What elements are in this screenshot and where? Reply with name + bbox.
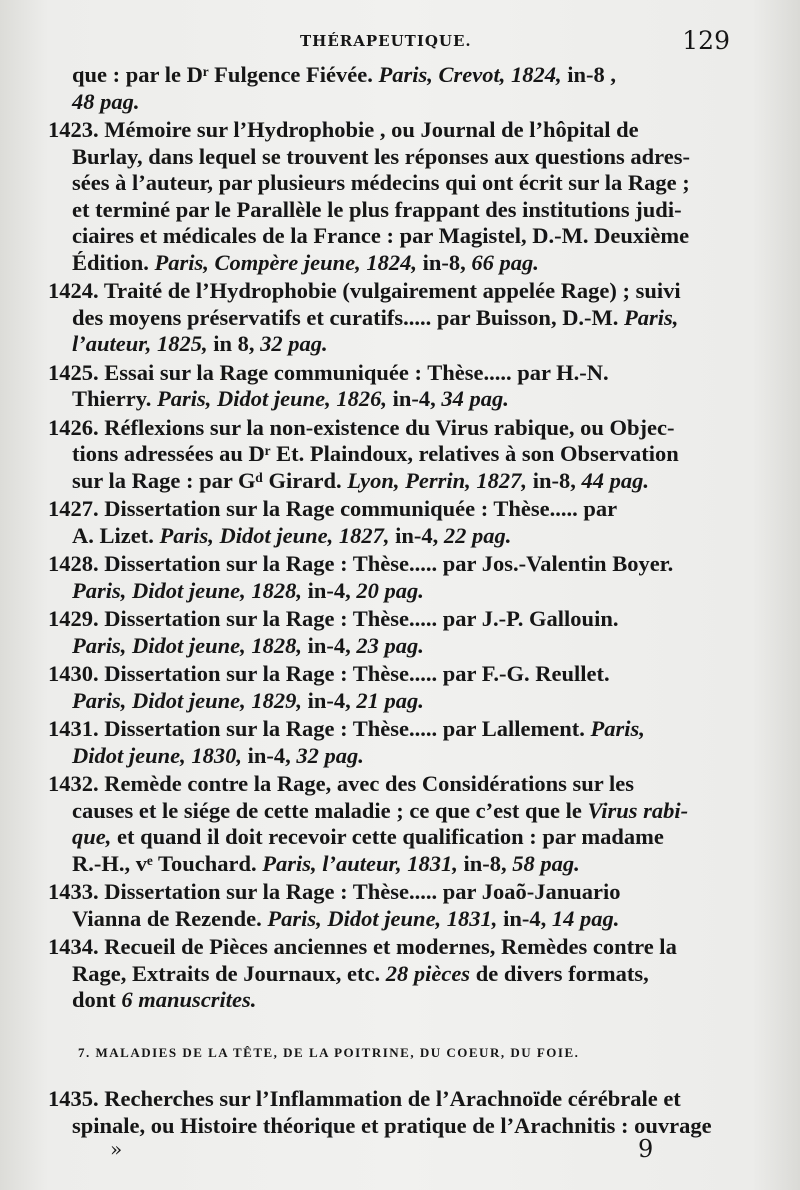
page-footer	[0, 1135, 800, 1165]
text-line: Édition. Paris, Compère jeune, 1824, in-8, 66 pag.	[72, 249, 539, 275]
text-line: Burlay, dans lequel se trouvent les réponses aux questions adres-	[72, 143, 690, 169]
signature-mark: »	[110, 1137, 123, 1161]
entry-number: 1431.	[48, 716, 99, 741]
text-line: sées à l’auteur, par plusieurs médecins qui ont écrit sur la Rage ;	[72, 170, 690, 195]
text-line: 1433. Dissertation sur la Rage : Thèse..... par Joaõ-Januario	[48, 879, 621, 904]
text-line: Paris, Didot jeune, 1828, in-4, 20 pag.	[72, 577, 424, 603]
entry-number: 1432.	[48, 771, 99, 796]
text-line: et terminé par le Parallèle le plus frappant des institutions judi-	[72, 196, 682, 222]
text-line: causes et le siége de cette maladie ; ce que c’est que le Virus rabi-	[72, 797, 689, 823]
text-line: A. Lizet. Paris, Didot jeune, 1827, in-4, 22 pag.	[72, 522, 512, 548]
text-line: Vianna de Rezende. Paris, Didot jeune, 1831, in-4, 14 pag.	[72, 905, 620, 931]
text-line: 1434. Recueil de Pièces anciennes et modernes, Remèdes contre la	[48, 934, 677, 959]
bibliography-entry	[48, 771, 738, 877]
running-head: THÉRAPEUTIQUE.	[300, 32, 472, 50]
text-line: Paris, Didot jeune, 1829, in-4, 21 pag.	[72, 687, 424, 713]
bibliography-entry	[48, 117, 738, 276]
text-line: Paris, Didot jeune, 1828, in-4, 23 pag.	[72, 632, 424, 658]
text-line: Thierry. Paris, Didot jeune, 1826, in-4, 34 pag.	[72, 386, 509, 411]
bibliography-entry	[48, 360, 738, 413]
text-line: 1427. Dissertation sur la Rage communiquée : Thèse..... par	[48, 496, 618, 521]
entry-number: 1433.	[48, 879, 99, 904]
text-line: dont 6 manuscrites.	[72, 987, 257, 1012]
text-line: tions adressées au Dʳ Et. Plaindoux, relatives à son Observation	[72, 441, 679, 466]
entry-number: 1435.	[48, 1086, 99, 1111]
bibliography-entry	[48, 661, 738, 714]
text-line: 1424. Traité de l’Hydrophobie (vulgairement appelée Rage) ; suivi	[48, 278, 681, 303]
text-line: 1435. Recherches sur l’Inflammation de l’Arachnoïde cérébrale et	[48, 1086, 681, 1111]
bibliography-entry	[48, 879, 738, 932]
bibliography-entry	[48, 716, 738, 769]
entry-number: 1423.	[48, 117, 99, 142]
entry-number: 1429.	[48, 606, 99, 631]
bibliography-entry	[48, 1086, 738, 1139]
gathering-number: 9	[638, 1135, 654, 1163]
section-heading: 7. MALADIES DE LA TÊTE, DE LA POITRINE, DU COEUR, DU FOIE.	[78, 1044, 580, 1060]
page-body	[48, 62, 738, 1141]
text-line: des moyens préservatifs et curatifs..... par Buisson, D.-M. Paris,	[72, 304, 679, 330]
bibliography-entry	[48, 496, 738, 549]
entry-number: 1434.	[48, 934, 99, 959]
text-line: 1432. Remède contre la Rage, avec des Considérations sur les	[48, 771, 634, 796]
text-line: Rage, Extraits de Journaux, etc. 28 pièces de divers formats,	[72, 960, 649, 986]
entry-number: 1426.	[48, 414, 99, 440]
text-line: que : par le Dʳ Fulgence Fiévée. Paris, Crevot, 1824, in-8 ,	[72, 62, 617, 87]
entry-number: 1424.	[48, 278, 99, 303]
text-line: 1429. Dissertation sur la Rage : Thèse..... par J.-P. Gallouin.	[48, 606, 619, 631]
page-header	[0, 26, 800, 66]
text-line: 1425. Essai sur la Rage communiquée : Thèse..... par H.-N.	[48, 359, 609, 385]
entry-number: 1427.	[48, 496, 99, 521]
continued-entry	[48, 62, 738, 115]
page-number: 129	[682, 26, 730, 55]
text-line: que, et quand il doit recevoir cette qualification : par madame	[72, 824, 664, 849]
entry-number: 1428.	[48, 551, 99, 576]
text-line: 1431. Dissertation sur la Rage : Thèse..... par Lallement. Paris,	[48, 716, 645, 741]
text-line: l’auteur, 1825, in 8, 32 pag.	[72, 331, 328, 356]
text-line: ciaires et médicales de la France : par Magistel, D.-M. Deuxième	[72, 223, 690, 248]
bibliography-entry	[48, 606, 738, 659]
text-line: 1423. Mémoire sur l’Hydrophobie , ou Journal de l’hôpital de	[48, 117, 639, 142]
text-line: sur la Rage : par Gᵈ Girard. Lyon, Perrin, 1827, in-8, 44 pag.	[72, 467, 649, 493]
entry-number: 1425.	[48, 359, 99, 385]
text-line: 1428. Dissertation sur la Rage : Thèse..... par Jos.-Valentin Boyer.	[48, 551, 674, 576]
text-line: 48 pag.	[72, 88, 140, 114]
text-line: 1430. Dissertation sur la Rage : Thèse..... par F.-G. Reullet.	[48, 661, 610, 686]
text-line: Didot jeune, 1830, in-4, 32 pag.	[72, 742, 364, 768]
bibliography-entry	[48, 278, 738, 358]
text-line: R.-H., vᵉ Touchard. Paris, l’auteur, 1831, in-8, 58 pag.	[72, 850, 580, 876]
bibliography-entry	[48, 551, 738, 604]
text-line: spinale, ou Histoire théorique et pratique de l’Arachnitis : ouvrage	[72, 1112, 712, 1138]
entry-number: 1430.	[48, 661, 99, 686]
bibliography-entry	[48, 415, 738, 495]
text-line: 1426. Réflexions sur la non-existence du Virus rabique, ou Objec-	[48, 414, 675, 440]
bibliography-entry	[48, 934, 738, 1014]
